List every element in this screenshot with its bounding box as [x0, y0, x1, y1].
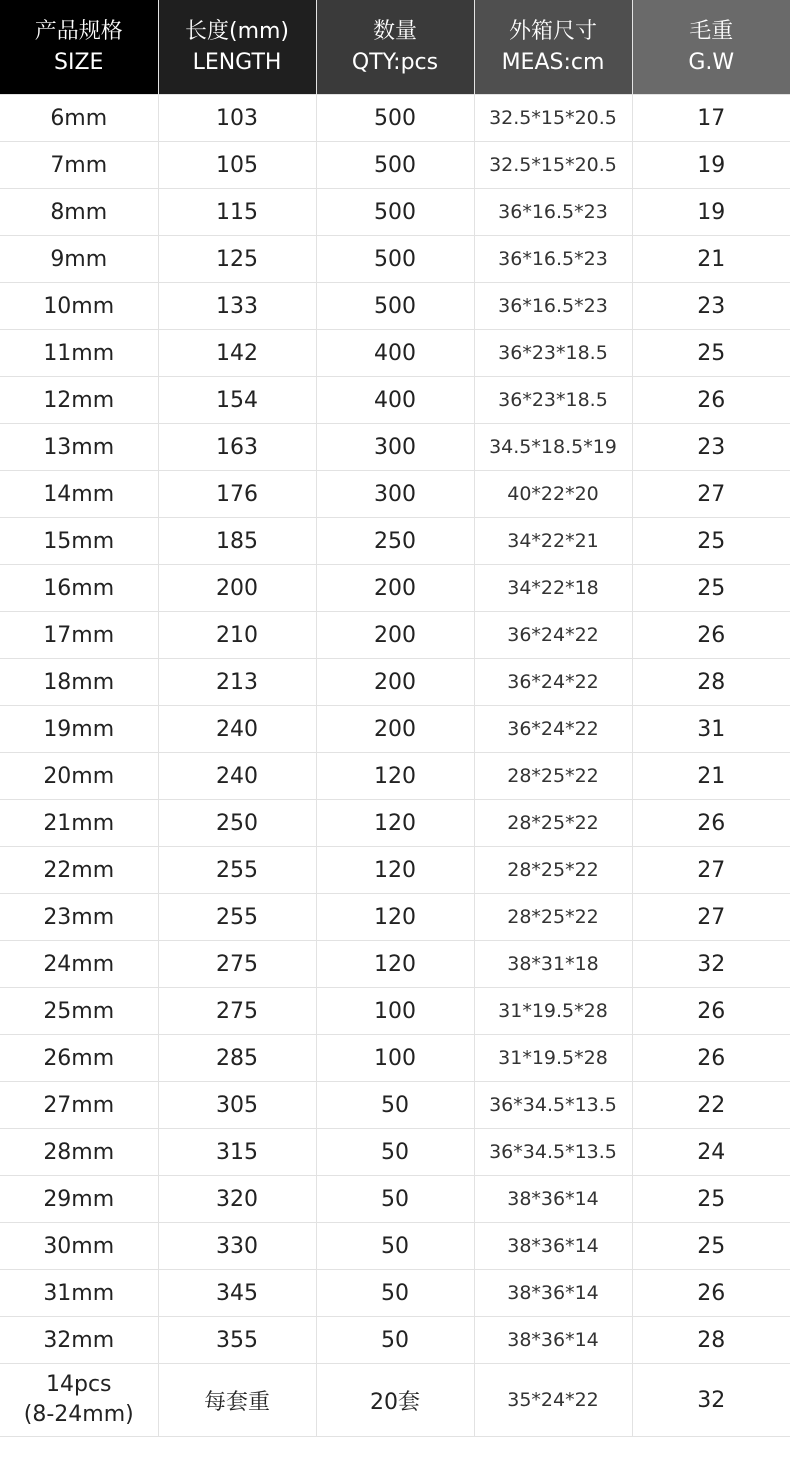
- size-cell: 9mm: [0, 236, 158, 283]
- meas-cell: 36*23*18.5: [474, 330, 632, 377]
- header-qty-en: QTY:pcs: [351, 50, 439, 75]
- gw-cell: 27: [632, 894, 790, 941]
- gw-cell: 26: [632, 377, 790, 424]
- table-row: [0, 800, 790, 847]
- length-cell: 105: [158, 142, 316, 189]
- table-row: [0, 753, 790, 800]
- gw-cell: 21: [632, 236, 790, 283]
- gw-cell: 26: [632, 1270, 790, 1317]
- size-cell: 20mm: [0, 753, 158, 800]
- set-row: [0, 1364, 790, 1437]
- meas-cell: 28*25*22: [474, 800, 632, 847]
- gw-cell: 21: [632, 753, 790, 800]
- gw-cell: 27: [632, 471, 790, 518]
- qty-cell: 200: [316, 706, 474, 753]
- size-cell: 12mm: [0, 377, 158, 424]
- meas-cell: 38*36*14: [474, 1223, 632, 1270]
- qty-cell: 500: [316, 283, 474, 330]
- meas-cell: 31*19.5*28: [474, 1035, 632, 1082]
- gw-cell: 23: [632, 283, 790, 330]
- length-cell: 125: [158, 236, 316, 283]
- header-length: [158, 0, 316, 95]
- table-row: [0, 847, 790, 894]
- length-cell: 240: [158, 706, 316, 753]
- table-row: [0, 1082, 790, 1129]
- set-meas-cell: 35*24*22: [474, 1364, 632, 1437]
- size-cell: 29mm: [0, 1176, 158, 1223]
- length-cell: 185: [158, 518, 316, 565]
- gw-cell: 24: [632, 1129, 790, 1176]
- length-cell: 330: [158, 1223, 316, 1270]
- size-cell: 23mm: [0, 894, 158, 941]
- header-size: [0, 0, 158, 95]
- gw-cell: 19: [632, 142, 790, 189]
- meas-cell: 40*22*20: [474, 471, 632, 518]
- header-gw-zh: 毛重: [689, 19, 734, 44]
- length-cell: 250: [158, 800, 316, 847]
- gw-cell: 28: [632, 1317, 790, 1364]
- gw-cell: 28: [632, 659, 790, 706]
- gw-cell: 23: [632, 424, 790, 471]
- gw-cell: 19: [632, 189, 790, 236]
- qty-cell: 120: [316, 847, 474, 894]
- size-cell: 11mm: [0, 330, 158, 377]
- size-cell: 15mm: [0, 518, 158, 565]
- table-row: [0, 1270, 790, 1317]
- header-meas-zh: 外箱尺寸: [508, 19, 597, 44]
- header-gw-en: G.W: [688, 50, 735, 75]
- set-size-line2: (8-24mm): [23, 1402, 134, 1427]
- size-cell: 24mm: [0, 941, 158, 988]
- qty-cell: 100: [316, 1035, 474, 1082]
- table-row: [0, 377, 790, 424]
- table-row: [0, 283, 790, 330]
- table-body: [0, 95, 790, 1437]
- meas-cell: 36*24*22: [474, 659, 632, 706]
- table-row: [0, 706, 790, 753]
- table-row: [0, 565, 790, 612]
- qty-cell: 50: [316, 1082, 474, 1129]
- set-gw-cell: 32: [632, 1364, 790, 1437]
- header-size-zh: 产品规格: [34, 19, 123, 44]
- header-length-en: LENGTH: [192, 50, 282, 75]
- qty-cell: 50: [316, 1223, 474, 1270]
- length-cell: 345: [158, 1270, 316, 1317]
- gw-cell: 26: [632, 1035, 790, 1082]
- size-cell: 18mm: [0, 659, 158, 706]
- table-row: [0, 189, 790, 236]
- length-cell: 133: [158, 283, 316, 330]
- meas-cell: 36*16.5*23: [474, 189, 632, 236]
- qty-cell: 500: [316, 189, 474, 236]
- length-cell: 355: [158, 1317, 316, 1364]
- gw-cell: 25: [632, 1176, 790, 1223]
- qty-cell: 100: [316, 988, 474, 1035]
- header-gw: [632, 0, 790, 95]
- table-row: [0, 988, 790, 1035]
- length-cell: 255: [158, 894, 316, 941]
- gw-cell: 22: [632, 1082, 790, 1129]
- size-cell: 17mm: [0, 612, 158, 659]
- qty-cell: 200: [316, 612, 474, 659]
- meas-cell: 38*36*14: [474, 1176, 632, 1223]
- size-cell: 19mm: [0, 706, 158, 753]
- qty-cell: 120: [316, 753, 474, 800]
- length-cell: 103: [158, 95, 316, 142]
- set-size-line1: 14pcs: [45, 1372, 112, 1397]
- gw-cell: 25: [632, 1223, 790, 1270]
- size-cell: 25mm: [0, 988, 158, 1035]
- meas-cell: 28*25*22: [474, 847, 632, 894]
- length-cell: 163: [158, 424, 316, 471]
- qty-cell: 500: [316, 236, 474, 283]
- length-cell: 285: [158, 1035, 316, 1082]
- length-cell: 275: [158, 988, 316, 1035]
- gw-cell: 26: [632, 800, 790, 847]
- qty-cell: 200: [316, 565, 474, 612]
- length-cell: 275: [158, 941, 316, 988]
- size-cell: 27mm: [0, 1082, 158, 1129]
- table-row: [0, 330, 790, 377]
- qty-cell: 50: [316, 1317, 474, 1364]
- meas-cell: 38*31*18: [474, 941, 632, 988]
- table-row: [0, 612, 790, 659]
- qty-cell: 50: [316, 1129, 474, 1176]
- qty-cell: 120: [316, 894, 474, 941]
- meas-cell: 36*24*22: [474, 612, 632, 659]
- meas-cell: 28*25*22: [474, 894, 632, 941]
- gw-cell: 26: [632, 988, 790, 1035]
- length-cell: 255: [158, 847, 316, 894]
- size-cell: 10mm: [0, 283, 158, 330]
- table-row: [0, 518, 790, 565]
- meas-cell: 36*23*18.5: [474, 377, 632, 424]
- size-cell: 6mm: [0, 95, 158, 142]
- length-cell: 115: [158, 189, 316, 236]
- table-row: [0, 894, 790, 941]
- meas-cell: 36*24*22: [474, 706, 632, 753]
- gw-cell: 17: [632, 95, 790, 142]
- table-row: [0, 1176, 790, 1223]
- length-cell: 176: [158, 471, 316, 518]
- table-header: [0, 0, 790, 95]
- table-row: [0, 142, 790, 189]
- length-cell: 320: [158, 1176, 316, 1223]
- size-cell: 16mm: [0, 565, 158, 612]
- header-size-en: SIZE: [54, 50, 104, 75]
- meas-cell: 34*22*21: [474, 518, 632, 565]
- gw-cell: 32: [632, 941, 790, 988]
- set-length-cell: 每套重: [158, 1364, 316, 1437]
- gw-cell: 25: [632, 330, 790, 377]
- meas-cell: 34.5*18.5*19: [474, 424, 632, 471]
- table-row: [0, 1223, 790, 1270]
- size-cell: 7mm: [0, 142, 158, 189]
- table-row: [0, 1035, 790, 1082]
- length-cell: 200: [158, 565, 316, 612]
- meas-cell: 28*25*22: [474, 753, 632, 800]
- meas-cell: 36*16.5*23: [474, 236, 632, 283]
- qty-cell: 200: [316, 659, 474, 706]
- length-cell: 210: [158, 612, 316, 659]
- meas-cell: 31*19.5*28: [474, 988, 632, 1035]
- table-row: [0, 236, 790, 283]
- length-cell: 240: [158, 753, 316, 800]
- header-meas-en: MEAS:cm: [501, 50, 605, 75]
- set-qty-cell: 20套: [316, 1364, 474, 1437]
- table-row: [0, 1129, 790, 1176]
- meas-cell: 32.5*15*20.5: [474, 95, 632, 142]
- table-row: [0, 471, 790, 518]
- gw-cell: 27: [632, 847, 790, 894]
- meas-cell: 32.5*15*20.5: [474, 142, 632, 189]
- length-cell: 154: [158, 377, 316, 424]
- qty-cell: 120: [316, 800, 474, 847]
- meas-cell: 36*34.5*13.5: [474, 1082, 632, 1129]
- gw-cell: 25: [632, 518, 790, 565]
- table-row: [0, 1317, 790, 1364]
- qty-cell: 400: [316, 377, 474, 424]
- meas-cell: 34*22*18: [474, 565, 632, 612]
- gw-cell: 31: [632, 706, 790, 753]
- qty-cell: 300: [316, 471, 474, 518]
- table-row: [0, 424, 790, 471]
- size-cell: 13mm: [0, 424, 158, 471]
- qty-cell: 50: [316, 1176, 474, 1223]
- header-length-zh: 长度(mm): [184, 19, 290, 44]
- qty-cell: 120: [316, 941, 474, 988]
- meas-cell: 36*16.5*23: [474, 283, 632, 330]
- header-qty: [316, 0, 474, 95]
- table-row: [0, 95, 790, 142]
- header-meas: [474, 0, 632, 95]
- size-cell: 21mm: [0, 800, 158, 847]
- meas-cell: 38*36*14: [474, 1317, 632, 1364]
- qty-cell: 400: [316, 330, 474, 377]
- size-cell: 8mm: [0, 189, 158, 236]
- header-qty-zh: 数量: [372, 19, 417, 44]
- gw-cell: 26: [632, 612, 790, 659]
- size-cell: 31mm: [0, 1270, 158, 1317]
- length-cell: 213: [158, 659, 316, 706]
- meas-cell: 38*36*14: [474, 1270, 632, 1317]
- qty-cell: 50: [316, 1270, 474, 1317]
- set-size-cell: [0, 1364, 158, 1437]
- size-cell: 22mm: [0, 847, 158, 894]
- size-cell: 26mm: [0, 1035, 158, 1082]
- gw-cell: 25: [632, 565, 790, 612]
- table-row: [0, 659, 790, 706]
- qty-cell: 250: [316, 518, 474, 565]
- meas-cell: 36*34.5*13.5: [474, 1129, 632, 1176]
- qty-cell: 300: [316, 424, 474, 471]
- length-cell: 305: [158, 1082, 316, 1129]
- size-cell: 30mm: [0, 1223, 158, 1270]
- length-cell: 315: [158, 1129, 316, 1176]
- table-row: [0, 941, 790, 988]
- length-cell: 142: [158, 330, 316, 377]
- size-cell: 28mm: [0, 1129, 158, 1176]
- size-cell: 32mm: [0, 1317, 158, 1364]
- qty-cell: 500: [316, 95, 474, 142]
- size-cell: 14mm: [0, 471, 158, 518]
- qty-cell: 500: [316, 142, 474, 189]
